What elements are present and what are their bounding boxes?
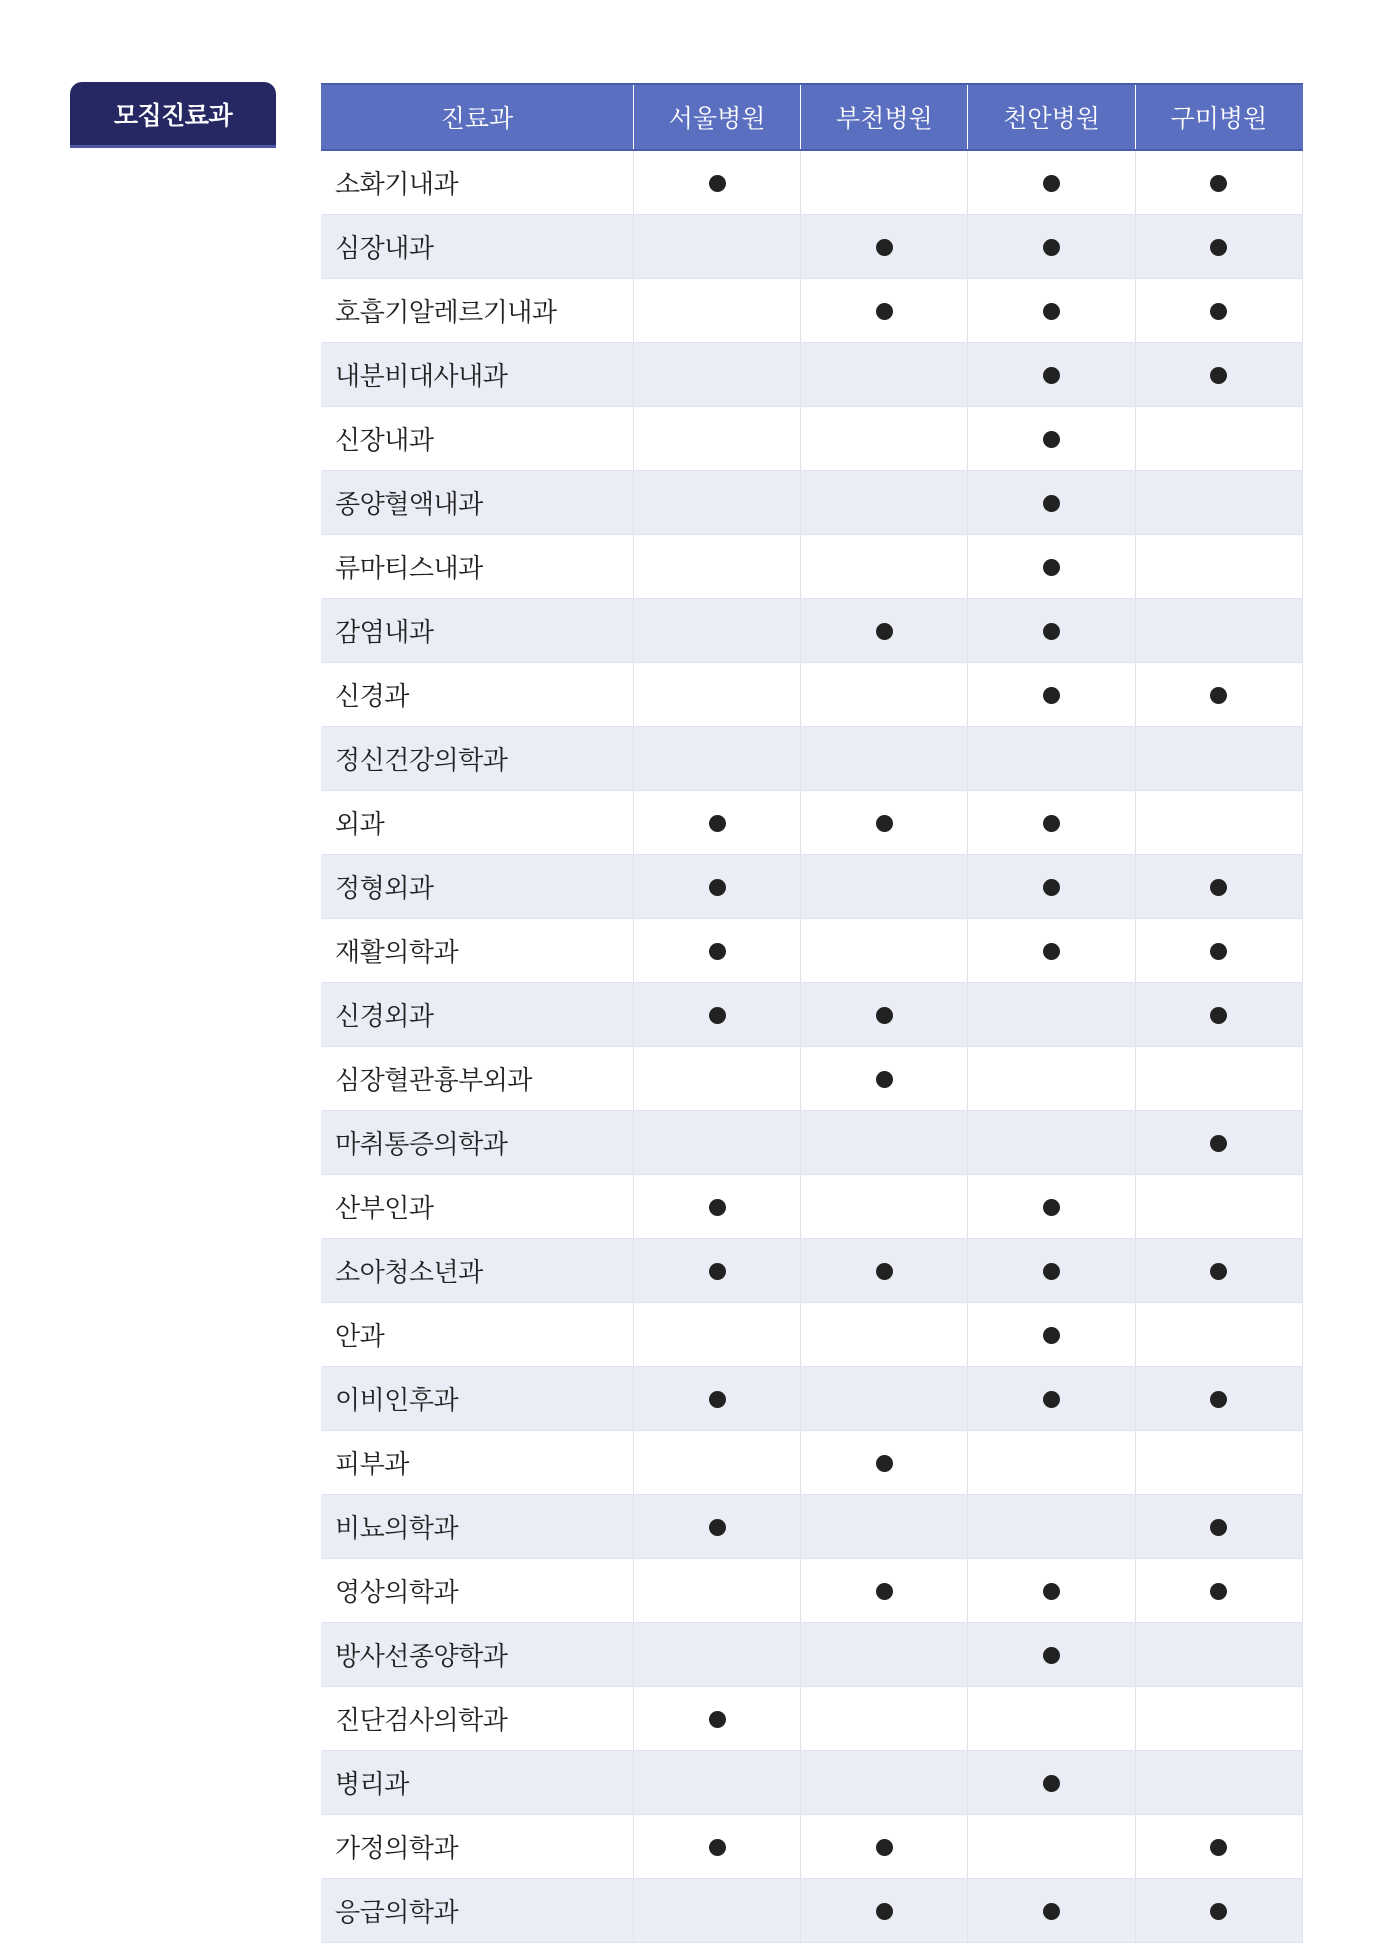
- availability-dot-icon: [1210, 175, 1227, 192]
- availability-cell-seoul: [633, 726, 800, 790]
- availability-dot-icon: [1210, 943, 1227, 960]
- availability-dot-icon: [1043, 1775, 1060, 1792]
- availability-cell-seoul: [633, 1430, 800, 1494]
- table-row: [321, 1174, 1303, 1238]
- availability-dot-icon: [709, 1839, 726, 1856]
- table-row: [321, 1238, 1303, 1302]
- availability-cell-seoul: [633, 534, 800, 598]
- availability-dot-icon: [1043, 431, 1060, 448]
- availability-cell-bucheon: [801, 1302, 968, 1366]
- table-row: [321, 150, 1303, 214]
- availability-cell-bucheon: [801, 406, 968, 470]
- availability-cell-seoul: [633, 1238, 800, 1302]
- table-row: [321, 1814, 1303, 1878]
- availability-cell-bucheon: [801, 918, 968, 982]
- department-name-cell: 응급의학과: [321, 1878, 633, 1942]
- availability-dot-icon: [1043, 367, 1060, 384]
- availability-cell-gumi: [1135, 854, 1302, 918]
- availability-dot-icon: [876, 1007, 893, 1024]
- availability-cell-seoul: [633, 1622, 800, 1686]
- availability-dot-icon: [1210, 1135, 1227, 1152]
- header-seoul-hospital: 서울병원: [633, 84, 800, 150]
- department-name-cell: 진단검사의학과: [321, 1686, 633, 1750]
- availability-cell-bucheon: [801, 662, 968, 726]
- availability-cell-bucheon: [801, 1558, 968, 1622]
- availability-dot-icon: [709, 943, 726, 960]
- table-row: [321, 1366, 1303, 1430]
- department-name-cell: 신경과: [321, 662, 633, 726]
- availability-cell-gumi: [1135, 1238, 1302, 1302]
- availability-cell-bucheon: [801, 726, 968, 790]
- availability-cell-bucheon: [801, 1878, 968, 1942]
- availability-cell-gumi: [1135, 534, 1302, 598]
- availability-dot-icon: [1210, 1263, 1227, 1280]
- availability-cell-cheonan: [968, 1238, 1135, 1302]
- availability-cell-seoul: [633, 1174, 800, 1238]
- availability-cell-bucheon: [801, 534, 968, 598]
- table-row: [321, 1750, 1303, 1814]
- department-name-cell: 류마티스내과: [321, 534, 633, 598]
- availability-cell-cheonan: [968, 1430, 1135, 1494]
- availability-dot-icon: [709, 175, 726, 192]
- availability-cell-bucheon: [801, 1366, 968, 1430]
- availability-cell-cheonan: [968, 662, 1135, 726]
- availability-cell-gumi: [1135, 150, 1302, 214]
- table-row: [321, 1494, 1303, 1558]
- availability-cell-seoul: [633, 150, 800, 214]
- availability-cell-cheonan: [968, 854, 1135, 918]
- department-name-cell: 내분비대사내과: [321, 342, 633, 406]
- availability-cell-cheonan: [968, 790, 1135, 854]
- section-label-badge: 모집진료과: [70, 82, 276, 148]
- department-name-cell: 병리과: [321, 1750, 633, 1814]
- availability-cell-seoul: [633, 1366, 800, 1430]
- availability-cell-gumi: [1135, 1302, 1302, 1366]
- availability-cell-cheonan: [968, 278, 1135, 342]
- department-table: [321, 83, 1303, 1943]
- availability-dot-icon: [1043, 175, 1060, 192]
- availability-cell-cheonan: [968, 1046, 1135, 1110]
- availability-dot-icon: [1210, 687, 1227, 704]
- availability-cell-seoul: [633, 1494, 800, 1558]
- availability-dot-icon: [1210, 367, 1227, 384]
- availability-cell-seoul: [633, 342, 800, 406]
- availability-dot-icon: [1043, 1199, 1060, 1216]
- availability-cell-gumi: [1135, 1878, 1302, 1942]
- availability-cell-gumi: [1135, 1686, 1302, 1750]
- availability-dot-icon: [1043, 303, 1060, 320]
- availability-dot-icon: [876, 1455, 893, 1472]
- table-row: [321, 790, 1303, 854]
- availability-cell-bucheon: [801, 598, 968, 662]
- header-gumi-hospital: 구미병원: [1135, 84, 1302, 150]
- availability-cell-seoul: [633, 662, 800, 726]
- department-name-cell: 안과: [321, 1302, 633, 1366]
- availability-cell-cheonan: [968, 1174, 1135, 1238]
- availability-dot-icon: [1043, 1263, 1060, 1280]
- table-row: [321, 1302, 1303, 1366]
- table-row: [321, 726, 1303, 790]
- table-row: [321, 470, 1303, 534]
- availability-cell-seoul: [633, 790, 800, 854]
- availability-cell-cheonan: [968, 982, 1135, 1046]
- availability-cell-gumi: [1135, 1750, 1302, 1814]
- availability-dot-icon: [1043, 1903, 1060, 1920]
- table-row: [321, 278, 1303, 342]
- availability-dot-icon: [1210, 239, 1227, 256]
- table-row: [321, 1046, 1303, 1110]
- department-name-cell: 호흡기알레르기내과: [321, 278, 633, 342]
- availability-dot-icon: [1043, 1647, 1060, 1664]
- availability-cell-gumi: [1135, 1814, 1302, 1878]
- availability-cell-seoul: [633, 1814, 800, 1878]
- table-row: [321, 406, 1303, 470]
- availability-cell-bucheon: [801, 1686, 968, 1750]
- availability-cell-gumi: [1135, 1430, 1302, 1494]
- availability-dot-icon: [1043, 495, 1060, 512]
- table-row: [321, 662, 1303, 726]
- availability-cell-gumi: [1135, 342, 1302, 406]
- availability-cell-bucheon: [801, 342, 968, 406]
- availability-dot-icon: [709, 1007, 726, 1024]
- table-row: [321, 1686, 1303, 1750]
- availability-cell-seoul: [633, 854, 800, 918]
- availability-dot-icon: [1043, 559, 1060, 576]
- header-bucheon-hospital: 부천병원: [801, 84, 968, 150]
- availability-dot-icon: [1043, 239, 1060, 256]
- availability-dot-icon: [1210, 879, 1227, 896]
- availability-cell-gumi: [1135, 1622, 1302, 1686]
- availability-cell-cheonan: [968, 1878, 1135, 1942]
- availability-cell-gumi: [1135, 278, 1302, 342]
- availability-cell-bucheon: [801, 150, 968, 214]
- availability-cell-cheonan: [968, 1494, 1135, 1558]
- table-row: [321, 1558, 1303, 1622]
- availability-cell-bucheon: [801, 214, 968, 278]
- availability-cell-seoul: [633, 278, 800, 342]
- table-row: [321, 598, 1303, 662]
- availability-cell-seoul: [633, 598, 800, 662]
- header-cheonan-hospital: 천안병원: [968, 84, 1135, 150]
- availability-dot-icon: [876, 1583, 893, 1600]
- availability-cell-seoul: [633, 982, 800, 1046]
- table-row: [321, 342, 1303, 406]
- table-body: [321, 150, 1303, 1942]
- availability-cell-bucheon: [801, 1622, 968, 1686]
- availability-cell-gumi: [1135, 470, 1302, 534]
- table-row: [321, 534, 1303, 598]
- availability-cell-gumi: [1135, 214, 1302, 278]
- availability-cell-gumi: [1135, 1046, 1302, 1110]
- availability-cell-bucheon: [801, 790, 968, 854]
- availability-dot-icon: [709, 1199, 726, 1216]
- availability-dot-icon: [876, 1903, 893, 1920]
- availability-cell-bucheon: [801, 1494, 968, 1558]
- availability-cell-cheonan: [968, 150, 1135, 214]
- availability-cell-cheonan: [968, 1302, 1135, 1366]
- department-name-cell: 산부인과: [321, 1174, 633, 1238]
- availability-cell-gumi: [1135, 1110, 1302, 1174]
- department-name-cell: 정형외과: [321, 854, 633, 918]
- availability-dot-icon: [1043, 943, 1060, 960]
- table-row: [321, 918, 1303, 982]
- department-name-cell: 신장내과: [321, 406, 633, 470]
- availability-dot-icon: [1210, 1839, 1227, 1856]
- availability-cell-gumi: [1135, 406, 1302, 470]
- availability-dot-icon: [1043, 687, 1060, 704]
- availability-dot-icon: [709, 1711, 726, 1728]
- availability-cell-cheonan: [968, 1814, 1135, 1878]
- availability-cell-cheonan: [968, 342, 1135, 406]
- availability-cell-gumi: [1135, 726, 1302, 790]
- table-row: [321, 1430, 1303, 1494]
- availability-cell-cheonan: [968, 1750, 1135, 1814]
- table-row: [321, 982, 1303, 1046]
- availability-cell-cheonan: [968, 1558, 1135, 1622]
- availability-cell-gumi: [1135, 1494, 1302, 1558]
- availability-cell-bucheon: [801, 1174, 968, 1238]
- department-name-cell: 신경외과: [321, 982, 633, 1046]
- department-name-cell: 피부과: [321, 1430, 633, 1494]
- availability-cell-cheonan: [968, 470, 1135, 534]
- availability-dot-icon: [1210, 1903, 1227, 1920]
- table-row: [321, 214, 1303, 278]
- department-name-cell: 심장내과: [321, 214, 633, 278]
- availability-cell-seoul: [633, 1750, 800, 1814]
- department-name-cell: 비뇨의학과: [321, 1494, 633, 1558]
- department-name-cell: 소화기내과: [321, 150, 633, 214]
- availability-cell-cheonan: [968, 598, 1135, 662]
- availability-cell-bucheon: [801, 278, 968, 342]
- availability-dot-icon: [709, 879, 726, 896]
- availability-cell-bucheon: [801, 854, 968, 918]
- availability-dot-icon: [876, 239, 893, 256]
- department-name-cell: 마취통증의학과: [321, 1110, 633, 1174]
- availability-cell-gumi: [1135, 918, 1302, 982]
- header-department: 진료과: [321, 84, 633, 150]
- availability-cell-cheonan: [968, 1622, 1135, 1686]
- availability-cell-bucheon: [801, 470, 968, 534]
- department-name-cell: 정신건강의학과: [321, 726, 633, 790]
- table-row: [321, 1878, 1303, 1942]
- table-header-row: [321, 84, 1303, 150]
- availability-dot-icon: [1043, 1327, 1060, 1344]
- department-name-cell: 외과: [321, 790, 633, 854]
- department-name-cell: 종양혈액내과: [321, 470, 633, 534]
- department-name-cell: 소아청소년과: [321, 1238, 633, 1302]
- table-row: [321, 1110, 1303, 1174]
- availability-cell-seoul: [633, 406, 800, 470]
- availability-cell-seoul: [633, 1110, 800, 1174]
- availability-cell-gumi: [1135, 790, 1302, 854]
- availability-cell-cheonan: [968, 214, 1135, 278]
- availability-dot-icon: [876, 1263, 893, 1280]
- availability-cell-gumi: [1135, 1366, 1302, 1430]
- availability-cell-gumi: [1135, 598, 1302, 662]
- availability-cell-gumi: [1135, 1558, 1302, 1622]
- availability-dot-icon: [1043, 815, 1060, 832]
- availability-dot-icon: [1210, 1583, 1227, 1600]
- availability-dot-icon: [1043, 1583, 1060, 1600]
- department-name-cell: 심장혈관흉부외과: [321, 1046, 633, 1110]
- table-row: [321, 1622, 1303, 1686]
- availability-dot-icon: [1210, 1391, 1227, 1408]
- availability-cell-gumi: [1135, 982, 1302, 1046]
- department-name-cell: 가정의학과: [321, 1814, 633, 1878]
- availability-cell-seoul: [633, 1686, 800, 1750]
- availability-cell-seoul: [633, 214, 800, 278]
- availability-cell-cheonan: [968, 1110, 1135, 1174]
- availability-dot-icon: [876, 303, 893, 320]
- availability-dot-icon: [876, 815, 893, 832]
- availability-cell-cheonan: [968, 534, 1135, 598]
- department-name-cell: 영상의학과: [321, 1558, 633, 1622]
- availability-cell-cheonan: [968, 726, 1135, 790]
- availability-cell-seoul: [633, 1046, 800, 1110]
- availability-dot-icon: [1043, 879, 1060, 896]
- availability-cell-cheonan: [968, 1366, 1135, 1430]
- availability-cell-cheonan: [968, 406, 1135, 470]
- availability-cell-seoul: [633, 1558, 800, 1622]
- department-name-cell: 재활의학과: [321, 918, 633, 982]
- availability-dot-icon: [876, 1839, 893, 1856]
- availability-cell-seoul: [633, 1878, 800, 1942]
- availability-cell-cheonan: [968, 918, 1135, 982]
- availability-cell-bucheon: [801, 1814, 968, 1878]
- availability-cell-seoul: [633, 918, 800, 982]
- department-name-cell: 방사선종양학과: [321, 1622, 633, 1686]
- availability-dot-icon: [1210, 1519, 1227, 1536]
- availability-dot-icon: [1210, 303, 1227, 320]
- availability-cell-bucheon: [801, 1110, 968, 1174]
- availability-cell-bucheon: [801, 1430, 968, 1494]
- availability-dot-icon: [1043, 623, 1060, 640]
- availability-cell-gumi: [1135, 662, 1302, 726]
- table-row: [321, 854, 1303, 918]
- availability-dot-icon: [876, 1071, 893, 1088]
- availability-cell-bucheon: [801, 1046, 968, 1110]
- availability-cell-bucheon: [801, 1238, 968, 1302]
- availability-dot-icon: [709, 815, 726, 832]
- availability-cell-gumi: [1135, 1174, 1302, 1238]
- availability-cell-bucheon: [801, 982, 968, 1046]
- availability-cell-cheonan: [968, 1686, 1135, 1750]
- availability-dot-icon: [876, 623, 893, 640]
- availability-cell-bucheon: [801, 1750, 968, 1814]
- department-name-cell: 감염내과: [321, 598, 633, 662]
- availability-dot-icon: [1210, 1007, 1227, 1024]
- availability-cell-seoul: [633, 1302, 800, 1366]
- availability-dot-icon: [709, 1391, 726, 1408]
- availability-dot-icon: [709, 1263, 726, 1280]
- availability-dot-icon: [1043, 1391, 1060, 1408]
- department-name-cell: 이비인후과: [321, 1366, 633, 1430]
- availability-cell-seoul: [633, 470, 800, 534]
- availability-dot-icon: [709, 1519, 726, 1536]
